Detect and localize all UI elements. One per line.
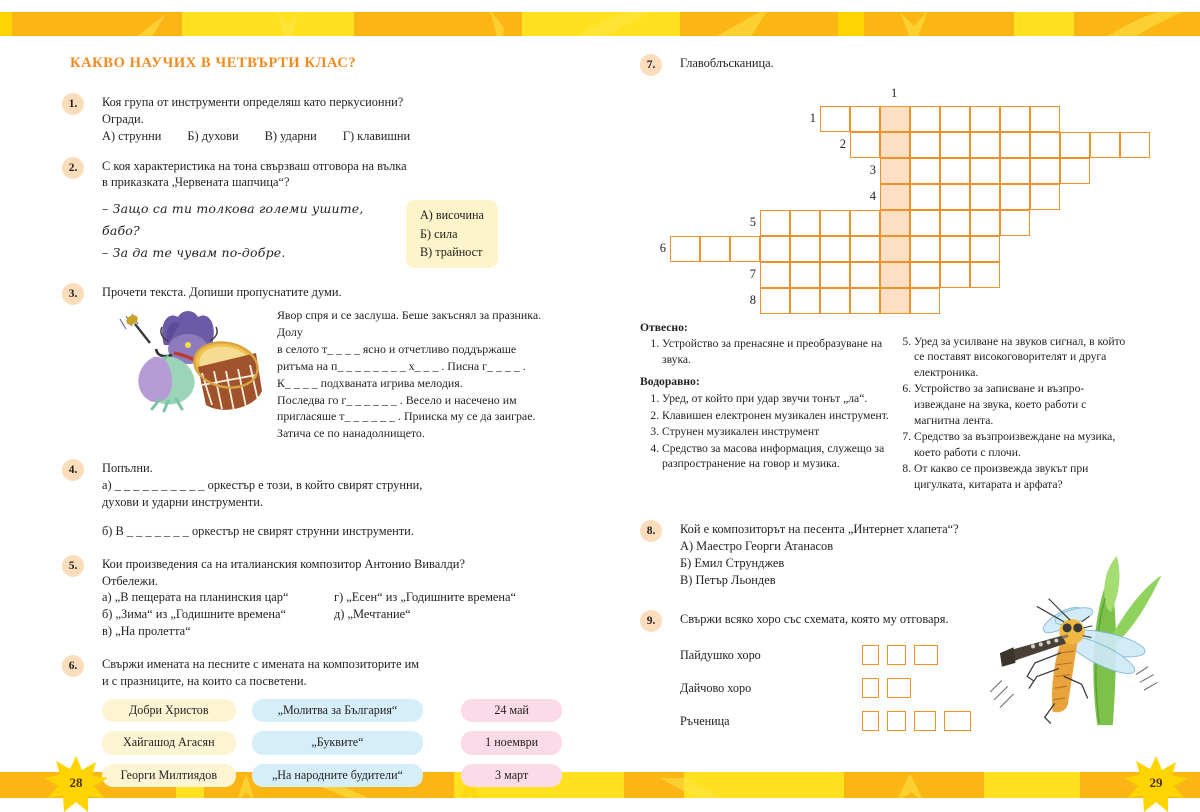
question-number: 3.	[62, 283, 84, 305]
question-body	[102, 556, 562, 640]
sun-decoration-icon	[880, 774, 940, 798]
option-v[interactable]: В) ударни	[264, 128, 317, 143]
clue-item: 1. Устройство за пренасяне и преобразуване на звука.	[662, 336, 892, 367]
holiday-pill[interactable]: 3 март	[461, 764, 562, 787]
crossword-cell[interactable]	[1120, 132, 1150, 158]
crossword-cell[interactable]	[910, 184, 940, 210]
schema-box[interactable]	[862, 711, 879, 731]
dance-name[interactable]: Дайчово хоро	[680, 681, 752, 696]
composer-pill[interactable]: Добри Христов	[102, 699, 236, 722]
question-number: 7.	[640, 54, 662, 76]
dance-name[interactable]: Ръченица	[680, 714, 730, 729]
option-b[interactable]: Б) Емил Струнджев	[680, 555, 785, 570]
crossword-cell[interactable]	[970, 158, 1000, 184]
schema-box[interactable]	[887, 678, 911, 698]
crossword-cell[interactable]	[940, 262, 970, 288]
crossword-cell[interactable]	[1090, 132, 1120, 158]
answer-options-card	[406, 200, 498, 268]
crossword-cell[interactable]	[1000, 210, 1030, 236]
question-text: Кой е композиторът на песента „Интернет хлапета“?	[680, 522, 959, 537]
clue-item: 4. Средство за масова информация, служещо за разпространение на говор и музика.	[662, 441, 892, 472]
crossword-cell[interactable]	[850, 288, 880, 314]
crossword-cell[interactable]	[970, 236, 1000, 262]
answer-option-v[interactable]: В) трайност	[420, 244, 483, 259]
crossword-cell[interactable]	[1030, 132, 1060, 158]
blank-line-b[interactable]: б) В _ _ _ _ _ _ _ оркестър не свирят струнни инструменти.	[102, 523, 414, 538]
crossword-cell[interactable]	[940, 210, 970, 236]
sun-decoration-icon	[1092, 12, 1200, 36]
crossword-cell[interactable]	[1000, 158, 1030, 184]
text-line: Последва го г_ _ _ _ _ _ . Весело и насечено им	[277, 392, 517, 407]
page-number-value: 29	[1149, 775, 1163, 790]
crossword-cell[interactable]	[940, 184, 970, 210]
option-g[interactable]: Г) клавишни	[342, 128, 411, 143]
illustration-and-text	[102, 305, 562, 442]
clue-item: 1. Уред, от който при удар звучи тонът „ла“.	[662, 391, 892, 407]
band-segment	[838, 12, 864, 36]
option-a[interactable]: А) Маестро Георги Атанасов	[680, 539, 834, 554]
clues-column-right	[892, 320, 1132, 493]
crossword-cell[interactable]	[760, 288, 790, 314]
fill-in-text	[277, 305, 562, 442]
sun-decoration-icon	[112, 12, 172, 36]
matching-row	[102, 764, 562, 787]
question-text: Коя група от инструменти определяш като перкусионни?	[102, 95, 404, 109]
dragonfly-clarinet-illustration	[980, 550, 1195, 735]
crossword-cell[interactable]	[1030, 158, 1060, 184]
down-clues-heading: Отвесно:	[640, 320, 688, 334]
question-text: Попълни.	[102, 461, 153, 476]
crossword-cell[interactable]	[910, 288, 940, 314]
question-number: 4.	[62, 459, 84, 481]
option-b[interactable]: б) „Зима“ из „Годишните времена“	[102, 607, 287, 622]
schema-box[interactable]	[944, 711, 971, 731]
question-subtext: Отбележи.	[102, 573, 158, 588]
text-line: пригласяше т_ _ _ _ _ _ . Прииска му се да заиграе.	[277, 409, 536, 424]
crossword-cell[interactable]	[1000, 132, 1030, 158]
dialog-line-1: – Защо са ти толкова големи ушите, бабо?	[102, 201, 364, 239]
answer-option-b[interactable]: Б) сила	[420, 226, 458, 241]
question-text: Свържи имената на песните с имената на композиторите им	[102, 657, 420, 672]
crossword-puzzle	[640, 82, 1152, 314]
matching-pill-grid	[102, 699, 562, 787]
crossword-cell[interactable]	[850, 132, 880, 158]
question-5	[62, 556, 562, 640]
question-text: Прочети текста. Допиши пропуснатите думи.	[102, 285, 342, 300]
sun-decoration-icon	[690, 12, 780, 36]
question-body	[680, 55, 1152, 72]
crossword-cell[interactable]	[910, 132, 940, 158]
crossword-cell[interactable]	[880, 158, 910, 184]
text-line: К_ _ _ _ подхваната игрива мелодия.	[277, 375, 463, 390]
crossword-cell[interactable]	[730, 236, 760, 262]
question-text: С коя характеристика на тона свързваш отговора на вълка	[102, 158, 407, 173]
composer-pill[interactable]: Георги Милтиядов	[102, 764, 236, 787]
clue-item: 5. Уред за усилване на звуков сигнал, в който се поставят високоговорителят и друга електроника.	[914, 334, 1132, 381]
crossword-cell[interactable]	[910, 236, 940, 262]
crossword-row-label: 8	[749, 292, 756, 307]
question-4	[62, 460, 562, 539]
question-subtext: Огради.	[102, 111, 144, 126]
holiday-pill[interactable]: 24 май	[461, 699, 562, 722]
schema-box[interactable]	[887, 645, 906, 665]
schema-box[interactable]	[862, 645, 879, 665]
option-d[interactable]: д) „Мечтание“	[334, 607, 411, 622]
crossword-row-label: 5	[749, 214, 756, 229]
crossword-cell[interactable]	[790, 288, 820, 314]
question-body	[102, 460, 562, 539]
song-pill[interactable]: „Буквите“	[252, 731, 424, 754]
crossword-cell[interactable]	[880, 288, 910, 314]
option-g[interactable]: г) „Есен“ из „Годишните времена“	[334, 590, 517, 605]
crossword-cell[interactable]	[910, 158, 940, 184]
crossword-cell[interactable]	[1060, 132, 1090, 158]
sun-decoration-icon	[884, 12, 944, 36]
crossword-cell[interactable]	[700, 236, 730, 262]
crossword-cell[interactable]	[940, 106, 970, 132]
question-7	[640, 55, 1152, 72]
crossword-cell[interactable]	[820, 288, 850, 314]
answer-option-a[interactable]: А) височина	[420, 208, 484, 223]
question-number: 8.	[640, 520, 662, 542]
question-text: Кои произведения са на италианския композитор Антонио Вивалди?	[102, 556, 465, 571]
across-clues-list	[640, 391, 892, 472]
blank-line-a-cont: духови и ударни инструменти.	[102, 495, 264, 510]
question-subtext: в приказката „Червената шапчица“?	[102, 175, 290, 190]
down-clues-list	[640, 336, 892, 367]
crossword-cell[interactable]	[970, 106, 1000, 132]
crossword-cell[interactable]	[910, 262, 940, 288]
dialog-and-answers	[102, 198, 562, 268]
question-6	[62, 656, 562, 787]
sun-decoration-icon	[660, 774, 770, 798]
question-body	[102, 656, 562, 787]
text-line: Явор спря и се заслуша. Беше закъснял за празника. Долу	[277, 308, 542, 339]
question-text: Свържи всяко хоро със схемата, която му отговаря.	[680, 611, 949, 626]
clue-item: 8. От какво се произвежда звукът при цигулката, китарата и арфата?	[914, 461, 1132, 492]
page-number-left	[44, 756, 108, 812]
crossword-cell[interactable]	[850, 210, 880, 236]
crossword-cell[interactable]	[820, 210, 850, 236]
clue-item: 6. Устройство за записване и възпро-извеждане на звука, което работи с магнитна лента.	[914, 381, 1132, 428]
crossword-cell[interactable]	[970, 210, 1000, 236]
crossword-cell[interactable]	[820, 236, 850, 262]
schema-box[interactable]	[914, 645, 938, 665]
question-3	[62, 284, 562, 442]
crossword-clues	[640, 320, 1152, 493]
clues-column-left	[640, 320, 892, 493]
question-number: 1.	[62, 93, 84, 115]
crossword-row-label: 7	[749, 266, 756, 281]
song-pill[interactable]: „На народните будители“	[252, 764, 424, 787]
band-segment	[1014, 12, 1074, 36]
crossword-cell[interactable]	[1000, 106, 1030, 132]
dance-name[interactable]: Пайдушко хоро	[680, 648, 761, 663]
clue-item: 7. Средство за възпроизвеждане на музика, което работи с плочи.	[914, 429, 1132, 460]
crossword-cell[interactable]	[910, 210, 940, 236]
matching-row	[102, 731, 562, 754]
schema-box[interactable]	[914, 711, 936, 731]
option-a[interactable]: а) „В пещерата на планинския цар“	[102, 590, 289, 605]
blank-line-a[interactable]: а) _ _ _ _ _ _ _ _ _ _ оркестър е този, в който свирят струнни,	[102, 478, 423, 493]
crossword-cell[interactable]	[820, 106, 850, 132]
crossword-row-label: 6	[659, 240, 666, 255]
composer-pill[interactable]: Хайгашод Агасян	[102, 731, 236, 754]
crossword-row-label: 2	[839, 136, 846, 151]
options-column-2	[334, 589, 516, 640]
holiday-pill[interactable]: 1 ноември	[461, 731, 562, 754]
crossword-cell[interactable]	[970, 132, 1000, 158]
crossword-cell[interactable]	[760, 236, 790, 262]
crossword-cell[interactable]	[880, 106, 910, 132]
beetle-drummer-illustration	[102, 305, 277, 413]
left-page-column	[62, 55, 562, 800]
question-body	[102, 158, 562, 269]
crossword-cell[interactable]	[880, 132, 910, 158]
question-body	[102, 94, 562, 145]
clue-item: 2. Клавишен електронен музикален инструмент.	[662, 408, 892, 424]
question-number: 9.	[640, 610, 662, 632]
crossword-cell[interactable]	[1060, 158, 1090, 184]
crossword-cell[interactable]	[1030, 106, 1060, 132]
page-title: КАКВО НАУЧИХ В ЧЕТВЪРТИ КЛАС?	[70, 55, 357, 71]
crossword-cell[interactable]	[970, 184, 1000, 210]
crossword-cell[interactable]	[1000, 184, 1030, 210]
text-line: в селото т_ _ _ _ ясно и отчетливо поддържаше	[277, 341, 517, 356]
crossword-cell[interactable]	[880, 184, 910, 210]
dialog-line-2: – За да те чувам по-добре.	[102, 245, 286, 261]
crossword-cell[interactable]	[790, 210, 820, 236]
question-number: 6.	[62, 655, 84, 677]
crossword-cell[interactable]	[790, 236, 820, 262]
schema-box[interactable]	[862, 678, 879, 698]
sun-decoration-icon	[470, 12, 530, 36]
crossword-cell[interactable]	[940, 236, 970, 262]
matching-row	[102, 699, 562, 722]
crossword-cell[interactable]	[940, 158, 970, 184]
crossword-cell[interactable]	[670, 236, 700, 262]
crossword-cell[interactable]	[760, 210, 790, 236]
question-number: 2.	[62, 157, 84, 179]
question-1	[62, 94, 562, 145]
clue-item: 3. Струнен музикален инструмент	[662, 424, 892, 440]
crossword-cell[interactable]	[880, 210, 910, 236]
crossword-row-label: 1	[809, 110, 816, 125]
across-clues-list-continued	[892, 334, 1132, 492]
question-2	[62, 158, 562, 269]
crossword-cell[interactable]	[940, 132, 970, 158]
crossword-cell[interactable]	[850, 106, 880, 132]
band-segment	[0, 12, 12, 36]
option-a[interactable]: А) струнни	[102, 128, 162, 143]
options-two-columns	[102, 589, 562, 640]
crossword-cell[interactable]	[850, 262, 880, 288]
text-line: Затича се по нанадолнището.	[277, 426, 425, 441]
text-line: ритъма на п_ _ _ _ _ _ _ _ х_ _ _ . Писна г_ _ _ _ .	[277, 358, 526, 373]
question-number: 5.	[62, 555, 84, 577]
crossword-column-label: 1	[891, 85, 898, 100]
crossword-row-label: 4	[869, 188, 876, 203]
top-decorative-band	[0, 12, 1200, 36]
sun-decoration-icon	[556, 12, 676, 36]
crossword-cell[interactable]	[1030, 184, 1060, 210]
across-clues-heading: Водоравно:	[640, 375, 700, 389]
schema-box[interactable]	[887, 711, 906, 731]
crossword-cell[interactable]	[880, 236, 910, 262]
sun-decoration-icon	[258, 12, 318, 36]
right-page-column	[640, 55, 1152, 744]
crossword-row-label: 3	[869, 162, 876, 177]
option-row	[102, 128, 562, 145]
crossword-cell[interactable]	[880, 262, 910, 288]
crossword-cell[interactable]	[850, 236, 880, 262]
handwritten-dialog	[102, 198, 402, 264]
page-number-right	[1124, 756, 1188, 812]
crossword-cell[interactable]	[970, 262, 1000, 288]
question-body	[102, 284, 562, 442]
crossword-cell[interactable]	[790, 262, 820, 288]
crossword-cell[interactable]	[820, 262, 850, 288]
options-column-1	[102, 589, 334, 640]
question-subtext: и с празниците, на които са посветени.	[102, 673, 307, 688]
page-number-value: 28	[69, 775, 83, 790]
band-segment	[984, 772, 1080, 798]
crossword-cell[interactable]	[760, 262, 790, 288]
question-text: Главоблъсканица.	[680, 56, 774, 70]
song-pill[interactable]: „Молитва за България“	[252, 699, 424, 722]
option-v[interactable]: В) Петър Льондев	[680, 572, 776, 587]
crossword-cell[interactable]	[910, 106, 940, 132]
option-b[interactable]: Б) духови	[187, 128, 239, 143]
option-v[interactable]: в) „На пролетта“	[102, 624, 191, 639]
